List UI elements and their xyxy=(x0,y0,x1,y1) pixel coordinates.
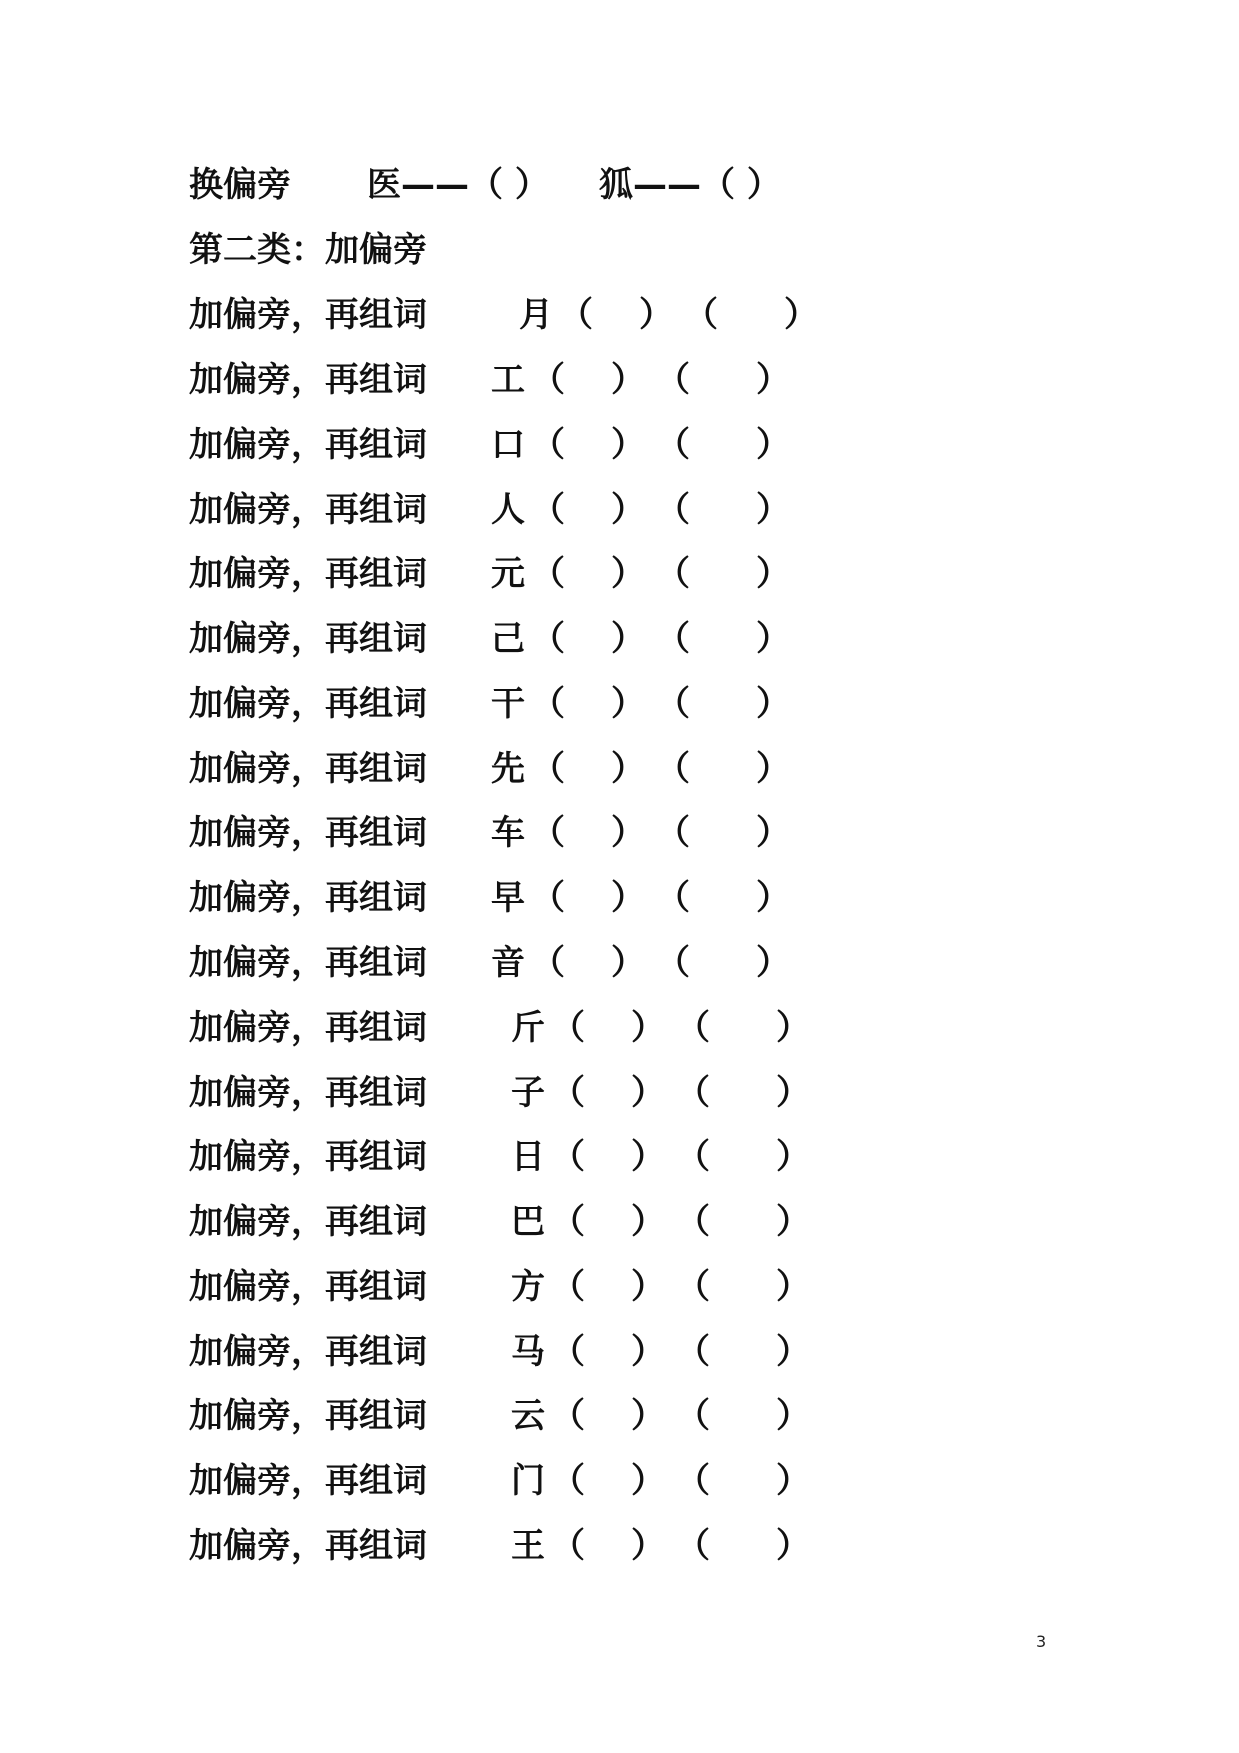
blank-2-close: ） xyxy=(756,943,790,983)
blank-1-open: （ xyxy=(531,554,565,594)
blank-2-open: （ xyxy=(656,943,690,983)
blank-2-close: ） xyxy=(756,684,790,724)
blank-2-open: （ xyxy=(676,1073,710,1113)
blank-1-open: （ xyxy=(531,425,565,465)
exercise-label: 加偏旁，再组词 xyxy=(189,554,427,594)
blank-1-close: ） xyxy=(611,749,645,789)
blank-2-close: ） xyxy=(776,1137,810,1177)
blank-2-close: ） xyxy=(756,554,790,594)
blank-1-close: ） xyxy=(611,490,645,530)
blank-1-open: （ xyxy=(551,1137,585,1177)
blank-2-close: ） xyxy=(756,360,790,400)
exercise-label: 加偏旁，再组词 xyxy=(189,619,427,659)
blank-1-close: ） xyxy=(631,1267,665,1307)
blank-2-close: ） xyxy=(756,425,790,465)
blank-1-close: ） xyxy=(631,1461,665,1501)
blank-1-open: （ xyxy=(551,1461,585,1501)
base-character: 先 xyxy=(491,749,525,789)
blank-1-close: ） xyxy=(639,295,673,335)
blank-2-open: （ xyxy=(676,1526,710,1566)
page-number: 3 xyxy=(1036,1632,1047,1651)
blank-1-open: （ xyxy=(531,813,565,853)
base-character: 元 xyxy=(491,554,525,594)
base-character: 音 xyxy=(491,943,525,983)
blank-1-close: ） xyxy=(631,1073,665,1113)
blank-1-open: （ xyxy=(551,1008,585,1048)
section-heading-text: 第二类：加偏旁 xyxy=(189,230,427,270)
base-character: 早 xyxy=(491,878,525,918)
base-character: 马 xyxy=(511,1332,545,1372)
base-character: 方 xyxy=(511,1267,545,1307)
blank-1-close: ） xyxy=(631,1202,665,1242)
blank-1-open: （ xyxy=(531,749,565,789)
blank-2-close: ） xyxy=(776,1396,810,1436)
blank-1-close: ） xyxy=(611,619,645,659)
blank-2-open: （ xyxy=(656,878,690,918)
blank-1-open: （ xyxy=(551,1267,585,1307)
base-character: 王 xyxy=(511,1526,545,1566)
base-character: 子 xyxy=(511,1073,545,1113)
blank-2-close: ） xyxy=(776,1526,810,1566)
exercise-label: 加偏旁，再组词 xyxy=(189,684,427,724)
blank-1-close: ） xyxy=(611,684,645,724)
blank-1-close: ） xyxy=(611,878,645,918)
blank-2-close: ） xyxy=(756,813,790,853)
blank-1-open: （ xyxy=(551,1396,585,1436)
blank-1-open: （ xyxy=(531,878,565,918)
blank-2-open: （ xyxy=(656,490,690,530)
blank-2-open: （ xyxy=(676,1461,710,1501)
base-character: 云 xyxy=(511,1396,545,1436)
blank-1-open: （ xyxy=(551,1332,585,1372)
blank-1-open: （ xyxy=(531,490,565,530)
blank-1-close: ） xyxy=(631,1332,665,1372)
exercise-label: 加偏旁，再组词 xyxy=(189,878,427,918)
exercise-label: 加偏旁，再组词 xyxy=(189,360,427,400)
blank-1-open: （ xyxy=(531,360,565,400)
blank-2-open: （ xyxy=(656,425,690,465)
exercise-label: 加偏旁，再组词 xyxy=(189,1396,427,1436)
base-character: 车 xyxy=(491,813,525,853)
blank-2-open: （ xyxy=(656,554,690,594)
base-character: 门 xyxy=(511,1461,545,1501)
blank-2-open: （ xyxy=(656,619,690,659)
base-character: 口 xyxy=(491,425,525,465)
blank-1-close: ） xyxy=(611,360,645,400)
blank-2-close: ） xyxy=(776,1073,810,1113)
blank-1-open: （ xyxy=(531,943,565,983)
blank-2-close: ） xyxy=(776,1202,810,1242)
exercise-label: 加偏旁，再组词 xyxy=(189,1073,427,1113)
blank-2-open: （ xyxy=(676,1202,710,1242)
blank-2-close: ） xyxy=(756,878,790,918)
blank-1-close: ） xyxy=(611,554,645,594)
blank-2-close: ） xyxy=(776,1461,810,1501)
blank-1-open: （ xyxy=(531,684,565,724)
base-character: 己 xyxy=(491,619,525,659)
base-character: 干 xyxy=(491,684,525,724)
blank-2-open: （ xyxy=(656,684,690,724)
exercise-label: 加偏旁，再组词 xyxy=(189,1267,427,1307)
base-character: 工 xyxy=(491,360,525,400)
exercise-label: 加偏旁，再组词 xyxy=(189,1137,427,1177)
blank-1-close: ） xyxy=(631,1526,665,1566)
blank-1-close: ） xyxy=(631,1396,665,1436)
exercise-label: 加偏旁，再组词 xyxy=(189,813,427,853)
blank-1-close: ） xyxy=(611,943,645,983)
exercise-label: 加偏旁，再组词 xyxy=(189,1332,427,1372)
exercise-label: 加偏旁，再组词 xyxy=(189,1202,427,1242)
change-radical-item-2: 狐——（ ） xyxy=(599,165,781,205)
blank-2-close: ） xyxy=(776,1008,810,1048)
blank-1-open: （ xyxy=(551,1073,585,1113)
blank-2-open: （ xyxy=(676,1008,710,1048)
blank-2-open: （ xyxy=(676,1332,710,1372)
exercise-label: 加偏旁，再组词 xyxy=(189,1461,427,1501)
blank-1-close: ） xyxy=(631,1137,665,1177)
exercise-label: 加偏旁，再组词 xyxy=(189,943,427,983)
blank-2-close: ） xyxy=(756,749,790,789)
exercise-label: 加偏旁，再组词 xyxy=(189,749,427,789)
blank-2-close: ） xyxy=(756,490,790,530)
exercise-label: 加偏旁，再组词 xyxy=(189,1526,427,1566)
blank-2-open: （ xyxy=(676,1267,710,1307)
blank-2-close: ） xyxy=(776,1267,810,1307)
exercise-label: 加偏旁，再组词 xyxy=(189,295,427,335)
change-radical-item-1: 医——（ ） xyxy=(367,165,549,205)
blank-1-open: （ xyxy=(551,1526,585,1566)
blank-1-open: （ xyxy=(559,295,593,335)
base-character: 日 xyxy=(511,1137,545,1177)
base-character: 巴 xyxy=(511,1202,545,1242)
blank-2-open: （ xyxy=(656,749,690,789)
base-character: 月 xyxy=(519,295,553,335)
exercise-label: 加偏旁，再组词 xyxy=(189,425,427,465)
blank-2-open: （ xyxy=(676,1396,710,1436)
blank-1-close: ） xyxy=(631,1008,665,1048)
exercise-label: 加偏旁，再组词 xyxy=(189,1008,427,1048)
blank-2-close: ） xyxy=(756,619,790,659)
base-character: 人 xyxy=(491,490,525,530)
blank-2-open: （ xyxy=(676,1137,710,1177)
blank-1-open: （ xyxy=(551,1202,585,1242)
exercise-label: 加偏旁，再组词 xyxy=(189,490,427,530)
blank-2-open: （ xyxy=(656,360,690,400)
blank-2-close: ） xyxy=(776,1332,810,1372)
blank-1-open: （ xyxy=(531,619,565,659)
blank-2-open: （ xyxy=(656,813,690,853)
change-radical-label: 换偏旁 xyxy=(189,165,291,205)
base-character: 斤 xyxy=(511,1008,545,1048)
blank-1-close: ） xyxy=(611,425,645,465)
blank-2-open: （ xyxy=(684,295,718,335)
blank-2-close: ） xyxy=(784,295,818,335)
blank-1-close: ） xyxy=(611,813,645,853)
